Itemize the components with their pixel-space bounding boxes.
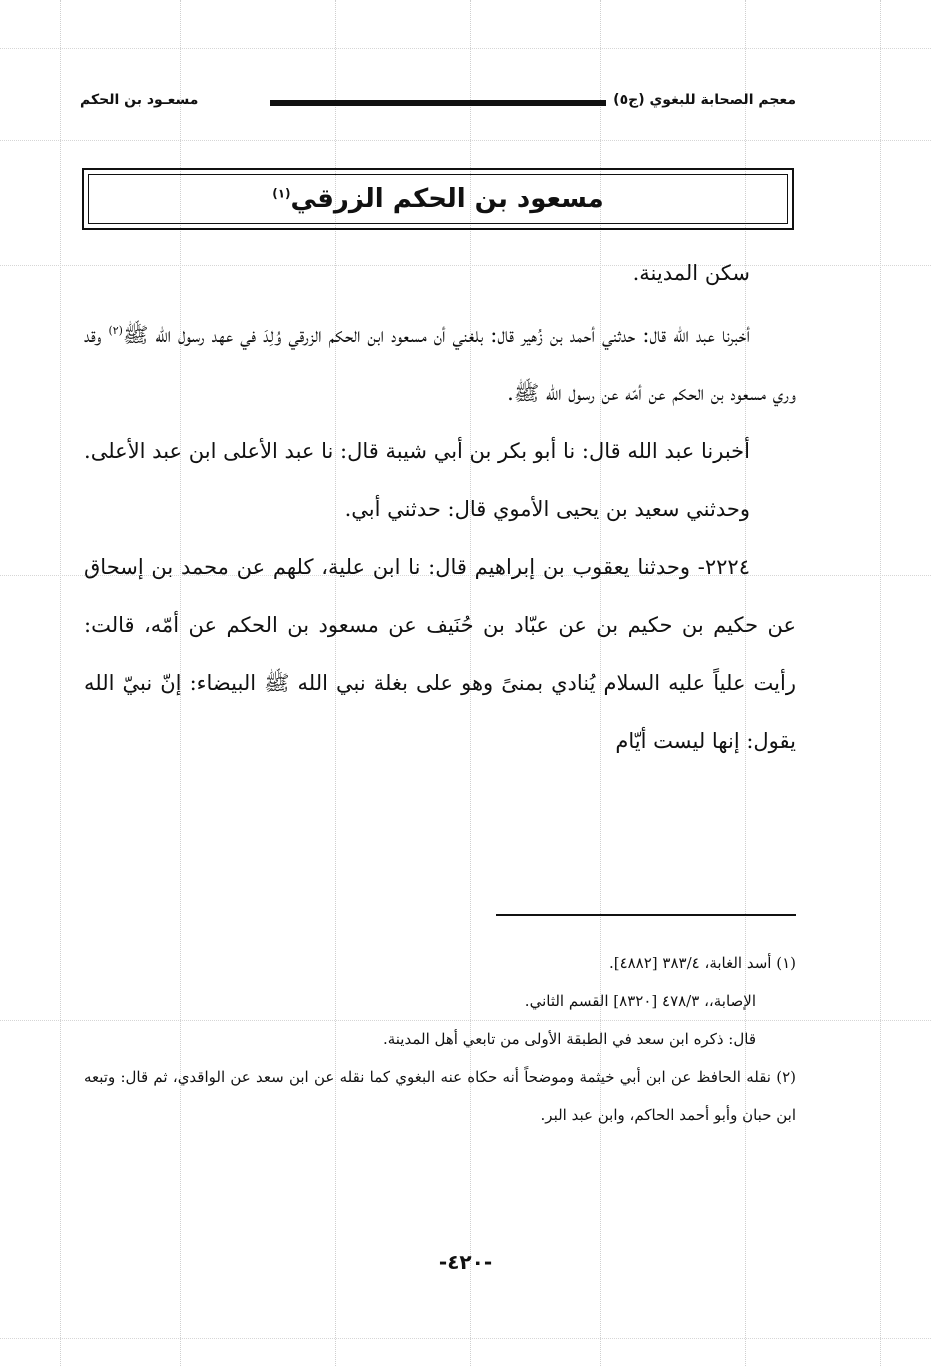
title-footnote-mark: (١) xyxy=(272,186,291,201)
guide-line xyxy=(880,0,881,1366)
body-paragraph-1: سكن المدينة. xyxy=(632,261,750,285)
entry-title xyxy=(272,184,604,214)
footnote-1-line-3: قال: ذكره ابن سعد في الطبقة الأولى من تابعي أهل المدينة. xyxy=(382,1030,756,1048)
header-book-title: معجم الصحابة للبغوي (ج٥) xyxy=(613,92,796,108)
page-number: -٤٢٠- xyxy=(438,1250,493,1274)
body-paragraph-2-part-a: أخبرنا عبد الله قال: حدثني أحمد بن زُهير قال: بلغني أن مسعود ابن الحكم الزرقي وُلِدَ في عهد رسول الله ﷺ xyxy=(122,323,750,347)
footnote-1: (١) أسد الغابة، ٣٨٣/٤ [٤٨٨٢]. xyxy=(608,954,796,972)
body-paragraph-4: وحدثني سعيد بن يحيى الأموي قال: حدثني أبي. xyxy=(344,497,750,521)
guide-line xyxy=(0,48,931,49)
footnote-2: (٢) نقله الحافظ عن ابن أبي خيثمة وموضحاً أنه حكاه عنه البغوي كما نقله عن ابن سعد عن الواقدي، ثم قال: وتبعه ابن حبان وأبو أحمد الحاكم، وابن عبد البر. xyxy=(84,1068,796,1124)
guide-line xyxy=(0,140,931,141)
body-paragraph-3: أخبرنا عبد الله قال: نا أبو بكر بن أبي شيبة قال: نا عبد الأعلى ابن عبد الأعلى. xyxy=(84,439,750,463)
footnotes xyxy=(84,944,796,1134)
body-footnote-mark: (٢) xyxy=(108,324,123,337)
guide-line xyxy=(0,1338,931,1339)
footnote-separator xyxy=(496,914,796,916)
body-paragraph-2 xyxy=(84,302,796,422)
header-rule xyxy=(270,100,606,106)
entry-title-frame xyxy=(88,174,788,224)
body-paragraph-5: ٢٢٢٤- وحدثنا يعقوب بن إبراهيم قال: نا ابن علية، كلهم عن محمد بن إسحاق عن حكيم بن حكيم بن عن عبّاد بن حُنَيف عن مسعود بن الحكم عن أمّه، قالت: رأيت علياً عليه السلام يُنادي بمنىً وهو على بغلة نبي الله ﷺ البيضاء: إنّ نبيّ الله يقول: إنها ليست أيّام xyxy=(84,555,796,753)
running-header xyxy=(80,92,796,114)
entry-title-box xyxy=(82,168,794,230)
body-text xyxy=(84,244,796,770)
footnote-1-line-2: الإصابة،، ٤٧٨/٣ [٨٣٢٠] القسم الثاني. xyxy=(524,992,756,1010)
body-paragraph-2-part-b: وقد وري مسعود بن الحكم عن أمّه عن رسول الله ﷺ. xyxy=(84,323,796,405)
header-chapter-title: مسعـود بن الحكم xyxy=(80,92,199,108)
entry-title-text: مسعود بن الحكم الزرقي xyxy=(290,184,604,214)
guide-line xyxy=(60,0,61,1366)
